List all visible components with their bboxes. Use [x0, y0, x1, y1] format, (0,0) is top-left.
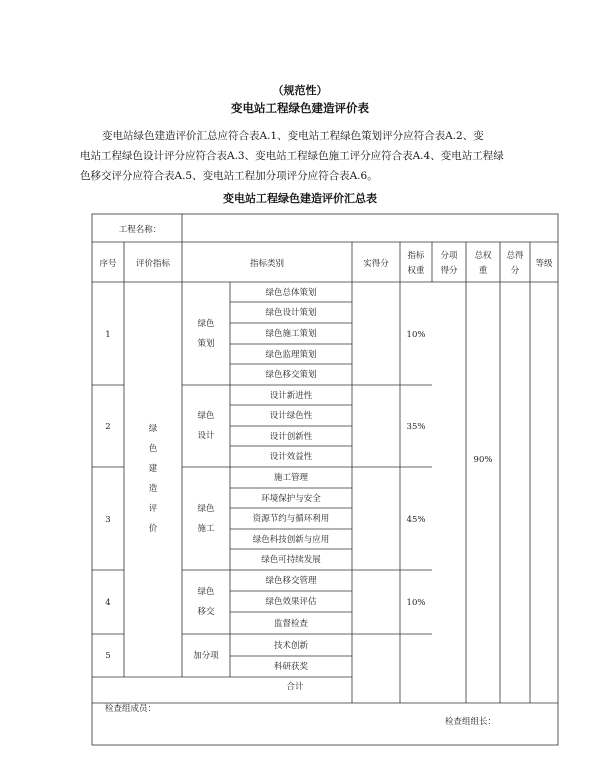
item-label: 绿色移交策划	[265, 370, 317, 380]
inspector-leader-label: 检查组组长：	[445, 717, 497, 727]
indicator-char: 造	[148, 484, 158, 494]
category-label: 策划	[197, 339, 215, 349]
total-label: 合计	[286, 682, 304, 692]
indicator-char: 色	[148, 444, 158, 454]
indicator-char: 建	[148, 464, 158, 474]
indicator-char: 评	[148, 504, 158, 514]
weight-value: 10%	[406, 330, 426, 340]
category-label: 加分项	[193, 651, 219, 661]
category-label: 绿色	[197, 411, 215, 421]
intro-line-3: 色移交评分应符合表A.5、变电站工程加分项评分应符合表A.6。	[80, 170, 378, 182]
header-grade: 等级	[535, 259, 553, 269]
table-border	[92, 214, 558, 745]
header-seq: 序号	[99, 259, 117, 269]
header-total-score: 总得	[506, 251, 524, 261]
item-label: 绿色科技创新与应用	[252, 535, 330, 545]
seq-number: 3	[105, 515, 111, 525]
indicator-char: 价	[148, 524, 158, 534]
item-label: 监督检查	[273, 619, 309, 629]
weight-value: 10%	[406, 598, 426, 608]
header-weight: 权重	[407, 266, 425, 276]
weight-value: 35%	[406, 422, 426, 432]
seq-number: 4	[105, 598, 111, 608]
intro-line-2: 电站工程绿色设计评分应符合表A.3、变电站工程绿色施工评分应符合表A.4、变电站工程绿	[80, 150, 504, 162]
item-label: 科研获奖	[273, 662, 309, 672]
header-total-score: 分	[510, 266, 520, 276]
indicator-char: 绿	[148, 424, 158, 434]
category-label: 绿色	[197, 587, 215, 597]
header-total-weight: 总权	[474, 251, 492, 261]
seq-number: 1	[105, 330, 111, 340]
document-title: 变电站工程绿色建造评价表	[231, 101, 369, 115]
item-label: 资源节约与循环利用	[252, 514, 330, 524]
seq-number: 5	[105, 651, 111, 661]
item-label: 技术创新	[273, 641, 309, 651]
category-label: 施工	[197, 524, 215, 534]
total-weight-value: 90%	[473, 455, 493, 465]
header-indicator: 评价指标	[135, 259, 171, 269]
item-label: 施工管理	[273, 473, 309, 483]
header-total-weight: 重	[478, 266, 488, 276]
table-title: 变电站工程绿色建造评价汇总表	[223, 192, 377, 205]
item-label: 设计效益性	[269, 452, 313, 462]
item-label: 绿色效果评估	[265, 597, 317, 607]
intro-line-1: 变电站绿色建造评价汇总应符合表A.1、变电站工程绿色策划评分应符合表A.2、变	[102, 130, 484, 142]
header-item-score: 分项	[440, 251, 458, 261]
item-label: 绿色移交管理	[265, 576, 317, 586]
item-label: 绿色总体策划	[265, 288, 317, 298]
item-label: 设计创新性	[269, 432, 313, 442]
normative-label: （规范性）	[272, 84, 328, 97]
item-label: 绿色设计策划	[265, 308, 317, 318]
category-label: 绿色	[197, 319, 215, 329]
header-category: 指标类别	[249, 259, 285, 269]
item-label: 设计新进性	[269, 391, 313, 401]
seq-number: 2	[105, 422, 111, 432]
item-label: 绿色监理策划	[265, 350, 317, 360]
header-item-score: 得分	[440, 266, 458, 276]
category-label: 设计	[197, 431, 215, 441]
category-label: 绿色	[197, 504, 215, 514]
item-label: 设计绿色性	[269, 411, 313, 421]
item-label: 绿色可持续发展	[261, 555, 321, 565]
header-weight: 指标	[407, 251, 425, 261]
inspector-member-label: 检查组成员：	[105, 704, 157, 714]
category-label: 移交	[197, 607, 215, 617]
header-actual: 实得分	[363, 259, 389, 269]
weight-value: 45%	[406, 515, 426, 525]
item-label: 绿色施工策划	[265, 329, 317, 339]
item-label: 环境保护与安全	[261, 494, 321, 504]
project-name-label: 工程名称：	[118, 225, 162, 235]
